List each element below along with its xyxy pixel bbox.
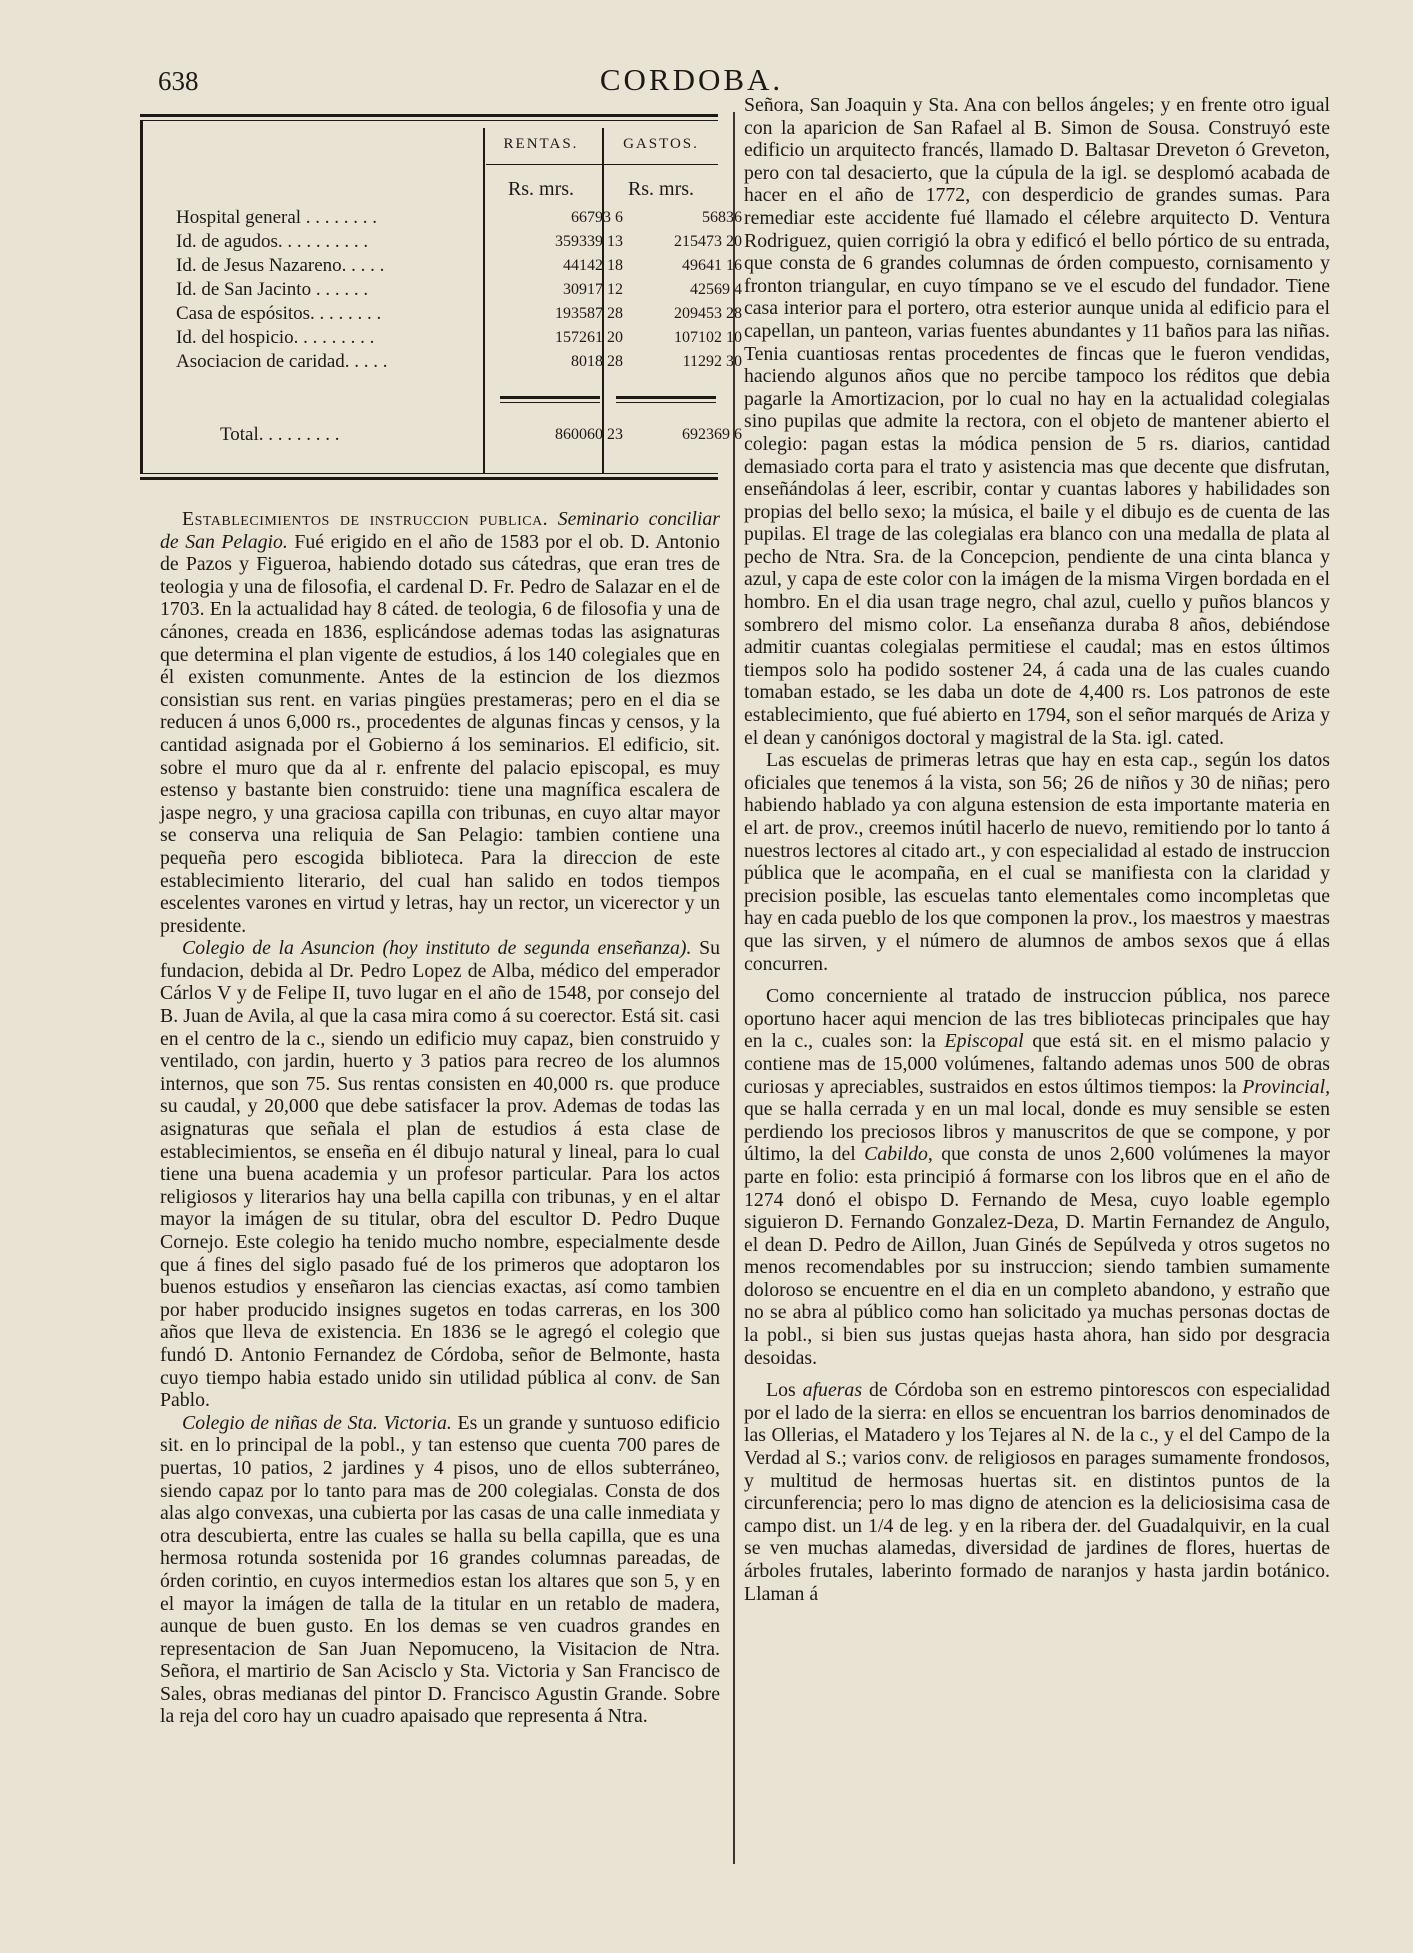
table-row bbox=[176, 302, 742, 326]
row-rentas: 193587 28 bbox=[555, 305, 623, 322]
italic-term: afueras bbox=[802, 1379, 863, 1402]
table-rule bbox=[140, 477, 718, 480]
page-number: 638 bbox=[158, 66, 199, 96]
column-divider bbox=[733, 112, 735, 1864]
table-row bbox=[176, 278, 742, 302]
row-gastos: 215473 20 bbox=[674, 233, 742, 250]
table-row bbox=[176, 206, 742, 230]
total-label: Total. . . . . . . . . bbox=[220, 424, 340, 445]
row-gastos: 56836 bbox=[702, 209, 742, 226]
italic-title: Colegio de niñas de Sta. Victoria. bbox=[182, 1411, 452, 1434]
table-total-row bbox=[220, 423, 742, 447]
table-rule bbox=[486, 164, 718, 165]
total-rentas: 860060 23 bbox=[555, 426, 623, 443]
row-label: Id. de Jesus Nazareno. . . . . bbox=[176, 255, 385, 276]
paragraph bbox=[744, 1379, 1330, 1605]
header-rentas: RENTAS. bbox=[503, 136, 579, 152]
table-rule bbox=[616, 402, 716, 403]
row-label: Id. de agudos. . . . . . . . . . bbox=[176, 231, 369, 252]
italic-title: Seminario conciliar de San Pelagio. bbox=[160, 508, 720, 553]
table-rule bbox=[140, 114, 718, 117]
paragraph-text: que consta de unos 2,600 volúmenes la mayor parte en folio: esta principió á formarse con los libros que en el año de 1274 donó el obispo D. Fernando de Mesa, cuyo loable egemplo siguieron D. Fernando Gonzalez-Deza, D. Martin Fernandez de Angulo, el dean D. Pedro de Aillon, Juan Ginés de Sepúlveda y otros sugetos no menos recomendables por su instruccion; siendo tambien sumamente doloroso se encuentre en el dia en un completo abandono, y estraño que no se abra al público como han solicitado ya muchas personas doctas de la pobl., si bien sus justas quejas hasta ahora, han sido por desgracia desoidas. bbox=[744, 1143, 1330, 1369]
row-gastos: 107102 10 bbox=[674, 329, 742, 346]
row-gastos: 42569 4 bbox=[690, 281, 742, 298]
row-rentas: 8018 28 bbox=[571, 353, 623, 370]
table-rule bbox=[140, 120, 718, 121]
paragraph bbox=[160, 1412, 720, 1728]
paragraph bbox=[744, 749, 1330, 975]
paragraph-text: Su fundacion, debida al Dr. Pedro Lopez de Alba, médico del emperador Cárlos V y de Felipe II, tuvo lugar en el año de 1548, por consejo del B. Juan de Avila, al que la casa mira como á su coerector. Está sit. casi en el centro de la c., siendo un edificio muy capaz, bien construido y ventilado, con jardin, huerto y 3 patios para recreo de los alumnos internos, que son 75. Sus rentas consisten en 40,000 rs. que produce su caudal, y 20,000 que debe satisfacer la prov. Ademas de todas las asignaturas que señala el plan de estudios á esta clase de establecimientos, se enseña en él dibujo natural y lineal, para lo cual tiene una buena academia y un profesor particular. Para los actos religiosos y literarios hay una bella capilla con tribunas, y en el altar mayor la imágen de su titular, obra del escultor D. Pedro Duque Cornejo. Este colegio ha tenido mucho nombre, especialmente desde que á fines del siglo pasado fué de los primeros que adoptaron los buenos estudios y enseñaron las ciencias exactas, así como tambien por haber producido insignes sugetos en todas carreras, en los 300 años que lleva de existencia. En 1836 se le agregó el colegio que fundó D. Antonio Fernandez de Córdoba, señor de Belmonte, hasta cuyo tiempo habia estado unido sin utilidad pública al conv. de San Pablo. bbox=[160, 937, 720, 1412]
paragraph-text: Como concerniente al tratado de instruccion pública, nos parece oportuno hacer aqui mencion de las tres bibliotecas principales que hay en la c., cuales son: la bbox=[744, 985, 1330, 1053]
paragraph bbox=[744, 94, 1330, 749]
row-label: Casa de espósitos. . . . . . . . bbox=[176, 303, 382, 324]
paragraph-text: que está sit. en el mismo palacio y contiene mas de 15,000 volúmenes, faltando ademas unos 500 de obras curiosas y apreciables, sustraidos en estos últimos tiempos: la bbox=[744, 1030, 1330, 1098]
row-rentas: 44142 18 bbox=[563, 257, 623, 274]
table-row bbox=[176, 254, 742, 278]
header-gastos: GASTOS. bbox=[623, 136, 699, 152]
right-text-column bbox=[744, 94, 1330, 1605]
italic-term: Provincial, bbox=[1242, 1075, 1331, 1098]
paragraph-text: Las escuelas de primeras letras que hay en esta cap., según los datos oficiales que tenemos á la vista, son 56; 26 de niños y 30 de niñas; pero habiendo hablado ya con alguna estension de esta importante materia en el art. de prov., creemos inútil hacerlo de nuevo, remitiendo por lo tanto á nuestros lectores al citado art., y con especialidad al estado de instruccion pública que le acompaña, en el cual se manifiesta con la claridad y precision posible, las escuelas tanto elementales como incompletas que hay en cada pueblo de los que componen la prov., los maestros y maestras que las sirven, y el número de alumnos de ambos sexos que á ellas concurren. bbox=[744, 749, 1330, 975]
italic-term: Cabildo, bbox=[864, 1143, 933, 1166]
italic-term: Episcopal bbox=[944, 1030, 1024, 1053]
row-label: Asociacion de caridad. . . . . bbox=[176, 351, 388, 372]
row-rentas: 359339 13 bbox=[555, 233, 623, 250]
row-label: Id. del hospicio. . . . . . . . . bbox=[176, 327, 375, 348]
ledger-table bbox=[140, 114, 742, 480]
left-text-column bbox=[160, 508, 720, 1728]
table-rule bbox=[140, 120, 143, 474]
paragraph bbox=[160, 508, 720, 937]
table-rule bbox=[140, 473, 718, 474]
paragraph-text: Es un grande y suntuoso edificio sit. en lo principal de la pobl., y tan estenso que cuenta 700 pares de puertas, 10 patios, 2 jardines y 4 pisos, uno de ellos subterráneo, siendo capaz por lo tanto para mas de 200 colegialas. Consta de dos alas algo convexas, una cubierta por las casas de una calle inmediata y otra descubierta, entre las cuales se halla su bella capilla, que es una hermosa rotunda sostenida por 16 grandes columnas pareadas, de órden corintio, en cuyos intermedios estan los altares que son 5, y en el mayor la imágen de talla de la titular en un retablo de madera, aunque de buen gusto. En los demas se ven cuadros grandes en representacion de San Juan Nepomuceno, la Visitacion de Ntra. Señora, el martirio de San Acisclo y Sta. Victoria y San Francisco de Sales, obras medianas del pintor D. Francisco Agustin Grande. Sobre la reja del coro hay un cuadro apaisado que representa á Ntra. bbox=[160, 1411, 721, 1728]
paragraph-text: de Córdoba son en estremo pintorescos con especialidad por el lado de la sierra: en ellos se encuentran los barrios denominados de las Ollerias, el Matadero y los Tejares al N. de la c., y el del Campo de la Verdad al S.; varios conv. de religiosos en parages sumamente frondosos, y multitud de hermosas huertas sit. en distintos puntos de la circunferencia; pero lo mas digno de atencion es la deliciosisima casa de campo dist. un 1/4 de leg. y en la ribera der. del Guadalquivir, en la cual se ven muchas alamedas, diversidad de jardines de flores, huertas de árboles frutales, laberinto formado de naranjos y hasta jardin botánico. Llaman á bbox=[744, 1379, 1330, 1605]
paragraph-text: Fué erigido en el año de 1583 por el ob. D. Antonio de Pazos y Figueroa, habiendo dotado sus cátedras, que eran tres de teologia y una de filosofia, el cardenal D. Fr. Pedro de Salazar en el de 1703. En la actualidad hay 8 cáted. de teologia, 6 de filosofia y una de cánones, creada en 1836, esplicándose ademas todas las asignaturas que determina el plan vigente de estudios, á los 140 colegiales que en él existen comunmente. Antes de la estincion de los diezmos consistian sus rent. en varias pingües prestameras; pero en el dia se reducen á unos 6,000 rs., procedentes de algunas fincas y censos, y la cantidad asignada por el Gobierno á los seminarios. El edificio, sit. sobre el muro que da al r. enfrente del palacio episcopal, es muy estenso y bastante bien construido: tiene una magnífica escalera de jaspe negro, y una graciosa capilla con tribunas, en cuyo altar mayor se conserva una reliquia de San Pelagio: tambien contiene una pequeña pero escogida biblioteca. Para la direccion de este establecimiento literario, del cual han salido en todos tiempos escelentes varones en virtud y letras, hay un rector, un vicerector y un presidente. bbox=[160, 530, 720, 937]
row-rentas: 30917 12 bbox=[563, 281, 623, 298]
paragraph bbox=[744, 985, 1330, 1369]
page-title bbox=[0, 62, 1413, 98]
page-title-text: CORDOBA. bbox=[599, 62, 784, 97]
row-gastos: 209453 28 bbox=[674, 305, 742, 322]
paragraph bbox=[160, 937, 720, 1411]
table-rule bbox=[500, 396, 600, 399]
table-row bbox=[176, 350, 742, 374]
italic-title: Colegio de la Asuncion (hoy instituto de segunda enseñanza). bbox=[182, 937, 692, 960]
table-rule bbox=[500, 402, 600, 403]
unit-gastos: Rs. mrs. bbox=[627, 178, 695, 200]
unit-rentas: Rs. mrs. bbox=[507, 178, 575, 200]
total-gastos: 692369 6 bbox=[682, 426, 742, 443]
paragraph-text: que se halla cerrada y en un mal local, donde es muy sensible se esten perdiendo los preciosos libros y manuscritos de que se compone, y por último, la del bbox=[744, 1098, 1330, 1166]
row-rentas: 157261 20 bbox=[555, 329, 623, 346]
row-gastos: 49641 16 bbox=[682, 257, 742, 274]
row-label: Id. de San Jacinto . . . . . . bbox=[176, 279, 369, 300]
paragraph-text: Señora, San Joaquin y Sta. Ana con bellos ángeles; y en frente otro igual con la aparicion de San Rafael al B. Simon de Sousa. Construyó este edificio un arquitecto francés, llamado D. Baltasar Dreveton ó Greveton, pero con tal desacierto, que la cúpula de la igl. se desplomó acabada de hacer en el año de 1772, con desperdicio de grandes sumas. Para remediar este accidente fué llamado el célebre arquitecto D. Ventura Rodriguez, quien corrigió la obra y edificó el bello pórtico de su entrada, que consta de 6 grandes columnas de órden compuesto, cornisamento y fronton triangular, en cuyo tímpano se ve el escudo del fundador. Tiene casa interior para el portero, otra esterior aunque unida al edificio para el capellan, un panteon, varias fuentes abundantes y 11 baños para las niñas. Tenia cuantiosas rentas procedentes de fincas que le fueron vendidas, haciendo algunos años que no percibe tampoco los réditos que debia pagarle la Amortizacion, por lo cual no hay en la actualidad colegialas sino pupilas que admite la rectora, con el objeto de mantener abierto el colegio: pagan estas la módica pension de 5 rs. diarios, cantidad demasiado corta para el trato y asistencia mas que decente que disfrutan, enseñándolas á leer, escribir, contar y cuantas labores y habilidades son propias del bello sexo; la música, el baile y el dibujo es de cuenta de las pupilas. El trage de las colegialas era blanco con una medalla de plata al pecho de Ntra. Sra. de la Concepcion, pendiente de una cinta blanca y azul, y capa de este color con la imágen de la misma Virgen bordada en el hombro. En el dia usan trage negro, chal azul, cuello y puños blancos y sombrero del mismo color. La enseñanza duraba 8 años, debiéndose admitir cuantas colegialas permitiese el caudal; mas en estos últimos tiempos solo ha podido sostener 24, á cada una de las cuales cuando tomaban estado, se les daba un dote de 4,400 rs. Los patronos de este establecimiento, que fué abierto en 1794, son el señor marqués de Ariza y el dean y canónigos doctoral y magistral de la Sta. igl. cated. bbox=[744, 94, 1330, 749]
row-label: Hospital general . . . . . . . . bbox=[176, 207, 378, 228]
table-rule bbox=[616, 396, 716, 399]
row-rentas: 66793 6 bbox=[571, 209, 623, 226]
table-row bbox=[176, 230, 742, 254]
paragraph-text: Los bbox=[766, 1379, 796, 1402]
row-gastos: 11292 30 bbox=[682, 353, 742, 370]
section-heading: Establecimientos de instruccion publica. bbox=[182, 508, 549, 530]
table-row bbox=[176, 326, 742, 350]
